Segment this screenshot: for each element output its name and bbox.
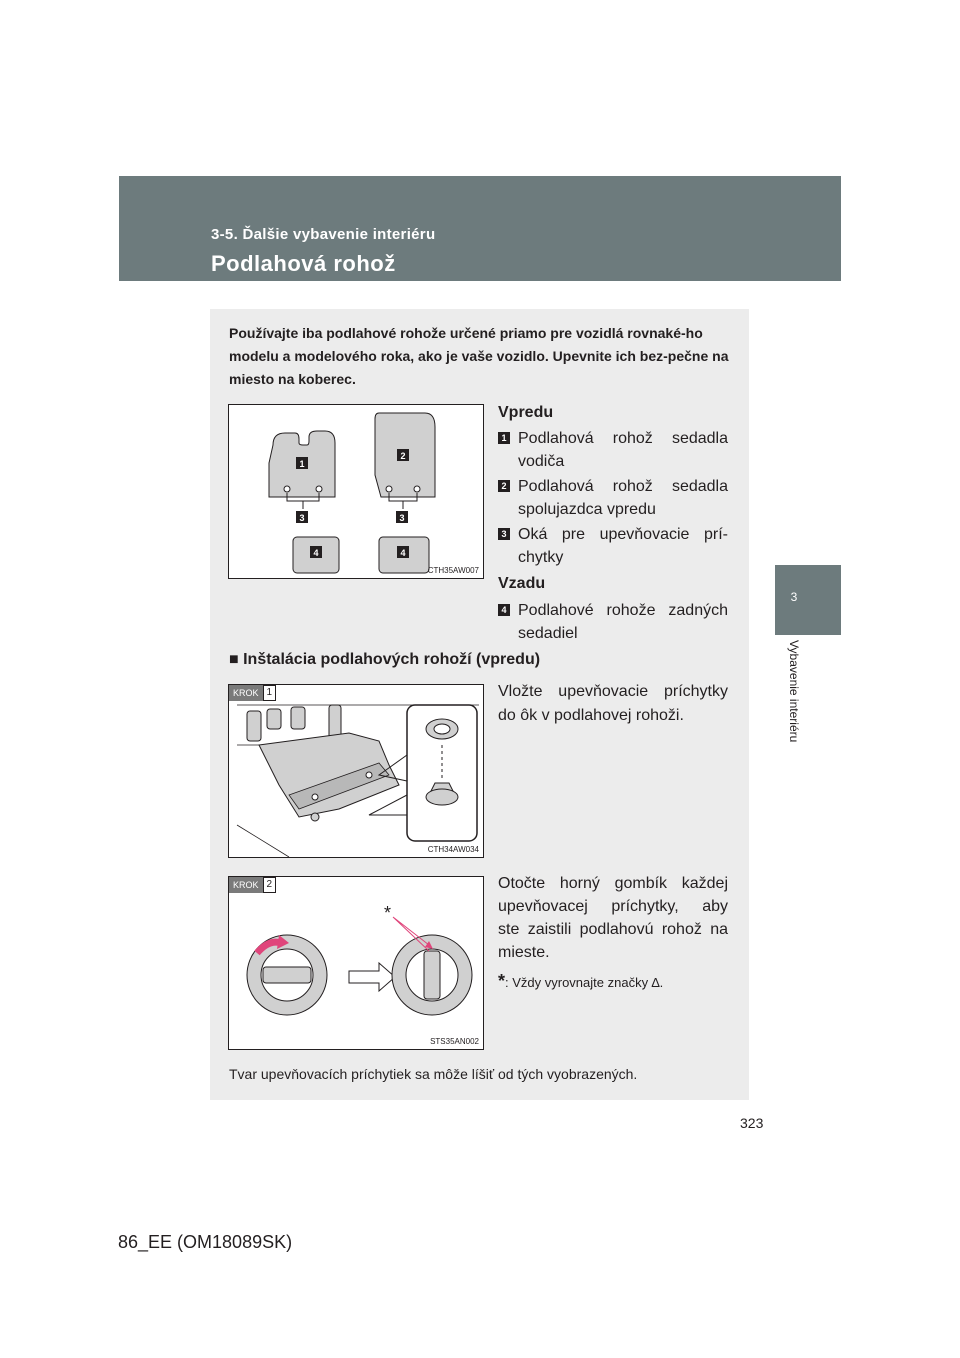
svg-text:4: 4 [313, 548, 319, 558]
svg-text:1: 1 [299, 459, 305, 469]
step2-note [498, 970, 663, 994]
step2-label: KROK [229, 877, 263, 893]
chapter-tab-label: Vybavenie interiéru [787, 640, 801, 743]
figure-code: STS35AN002 [430, 1037, 479, 1046]
step2-line2: upevňovacej príchytky, aby [498, 898, 728, 915]
item-4-line2: sedadiel [518, 625, 578, 642]
step1-line1: Vložte upevňovacie príchytky [498, 683, 728, 700]
mats-figure [228, 404, 484, 579]
item-1-line1: Podlahová rohož sedadla [518, 430, 728, 447]
svg-text:2: 2 [400, 451, 406, 461]
section-label: 3-5. Ďalšie vybavenie interiéru [211, 226, 436, 243]
mats-illustration [229, 405, 483, 578]
step2-line3: ste zaistili podlahovú rohož na [498, 921, 728, 938]
page-number: 323 [740, 1115, 764, 1131]
document-code: 86_EE (OM18089SK) [118, 1232, 293, 1252]
item-number-1: 1 [498, 432, 510, 444]
item-2-line1: Podlahová rohož sedadla [518, 478, 728, 495]
step1-line2: do ôk v podlahovej rohoži. [498, 707, 684, 724]
chapter-tab-number: 3 [790, 590, 798, 604]
install-heading [229, 651, 540, 669]
item-number-4: 4 [498, 604, 510, 616]
step2-line1: Otočte horný gombík každej [498, 875, 728, 892]
rear-heading: Vzadu [498, 575, 546, 592]
step1-label: KROK [229, 685, 263, 701]
step2-number: 2 [263, 877, 277, 893]
item-4-line1: Podlahové rohože zadných [518, 602, 728, 619]
svg-text:4: 4 [400, 548, 406, 558]
item-1-line2: vodiča [518, 453, 565, 470]
step1-badge [229, 685, 276, 701]
clip-insert-illustration [229, 685, 483, 857]
page-title: Podlahová rohož [211, 251, 396, 276]
footer-note: Tvar upevňovacích príchytiek sa môže líšiť od tých vyobrazených. [229, 1066, 638, 1082]
item-2-line2: spolujazdca vpredu [518, 501, 656, 518]
item-number-3: 3 [498, 528, 510, 540]
note-asterisk: * [498, 971, 506, 991]
item-number-2: 2 [498, 480, 510, 492]
svg-text:3: 3 [299, 513, 305, 523]
intro-text: Používajte iba podlahové rohože určené priamo pre vozidlá rovnaké-ho modelu a modelového roka, ako je vaše vozidlo. Upevnite ich bez-pečne na miesto na koberec. [229, 325, 729, 387]
note-text: : Vždy vyrovnajte značky ∆. [505, 975, 664, 990]
svg-text:*: * [384, 903, 392, 923]
step1-number: 1 [263, 685, 277, 701]
item-3-line1: Oká pre upevňovacie prí- [518, 526, 728, 543]
item-3-line2: chytky [518, 549, 564, 566]
figure-code: CTH34AW034 [427, 845, 479, 854]
step1-figure [228, 684, 484, 858]
clip-rotate-illustration [229, 877, 483, 1049]
step2-badge [229, 877, 276, 893]
install-heading-text: Inštalácia podlahových rohoží (vpredu) [243, 651, 541, 668]
svg-text:3: 3 [399, 513, 405, 523]
step2-line4: mieste. [498, 944, 550, 961]
front-heading: Vpredu [498, 404, 554, 421]
figure-code: CTH35AW007 [427, 566, 479, 575]
square-bullet-icon: ■ [229, 651, 244, 668]
step2-figure [228, 876, 484, 1050]
